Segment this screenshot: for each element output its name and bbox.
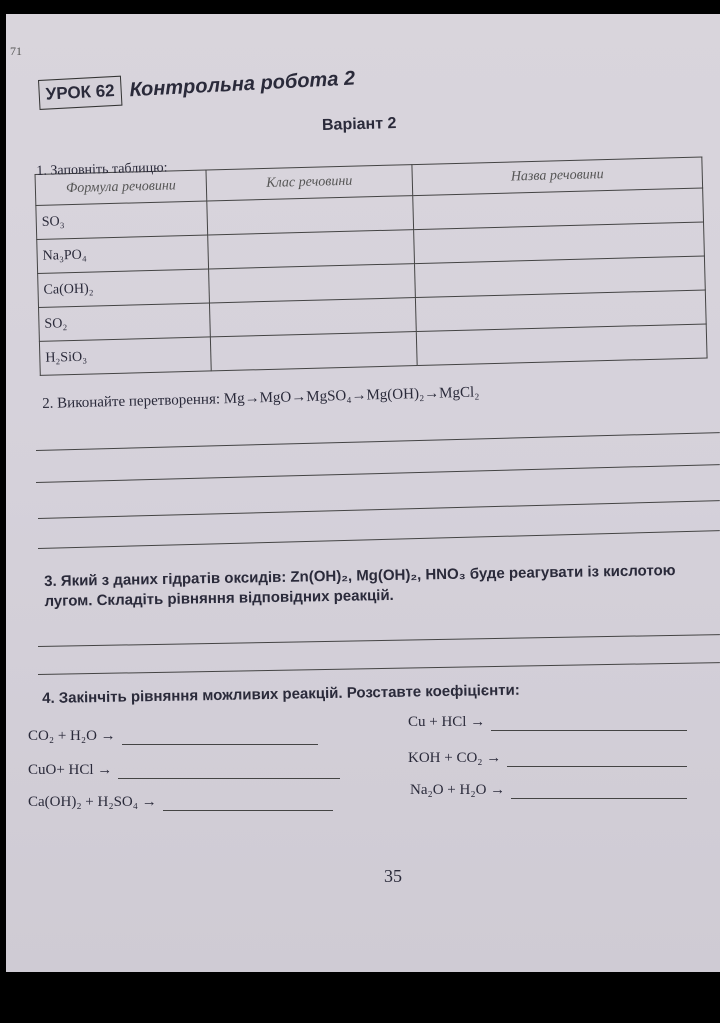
lesson-tag: УРОК 62 [38, 76, 122, 110]
equation-blank[interactable] [511, 784, 687, 799]
answer-line[interactable] [38, 634, 720, 647]
task3 [44, 560, 720, 612]
equation-right-2[interactable] [408, 750, 687, 767]
equation-text: CuO+ HCl → [28, 762, 113, 778]
equation-left-3[interactable] [28, 794, 333, 811]
equation-blank[interactable] [122, 730, 318, 745]
equation-left-2[interactable] [28, 762, 340, 779]
equation-blank[interactable] [118, 764, 340, 779]
equation-blank[interactable] [163, 796, 333, 811]
lesson-header [38, 63, 356, 110]
top-bar [0, 0, 720, 14]
equation-text: Cu + HCl → [408, 714, 486, 730]
equation-text: CO₂ + H₂O → [28, 728, 116, 744]
task1-label: 1. Заповніть таблицю: [36, 160, 168, 179]
substance-table [35, 157, 708, 376]
class-cell[interactable] [207, 196, 414, 235]
task2-text: 2. Виконайте перетворення: Mg→MgO→MgSO₄→Mg(OH)₂→MgCl₂ [42, 384, 480, 412]
page-number: 35 [384, 866, 402, 886]
formula-cell: SO₂ [39, 303, 211, 341]
task3-line2: лугом. Складіть рівняння відповідних реакцій. [44, 586, 394, 610]
equation-text: Ca(OH)₂ + H₂SO₄ → [28, 794, 157, 810]
corner-number: 71 [10, 44, 22, 58]
equation-blank[interactable] [507, 752, 687, 767]
answer-line[interactable] [38, 662, 720, 675]
formula-cell: Na₃PO₄ [37, 235, 209, 273]
name-cell[interactable] [416, 324, 707, 366]
answer-line[interactable] [36, 464, 720, 483]
header-class: Клас речовини [206, 165, 413, 201]
equation-text: KOH + CO₂ → [408, 750, 502, 766]
task3-line1: 3. Який з даних гідратів оксидів: Zn(OH)₂, Mg(OH)₂, HNO₃ буде реагувати із кислотою [44, 561, 676, 590]
task1 [34, 136, 706, 366]
task4-title: 4. Закінчіть рівняння можливих реакцій. Розставте коефіцієнти: [42, 681, 520, 707]
equation-left-1[interactable] [28, 728, 318, 745]
answer-line[interactable] [36, 432, 720, 451]
equation-text: Na₂O + H₂O → [410, 782, 506, 798]
equation-right-3[interactable] [410, 782, 687, 799]
lesson-title: Контрольна робота 2 [128, 66, 356, 101]
answer-line[interactable] [38, 500, 720, 519]
worksheet-page [6, 14, 720, 972]
formula-cell: SO₃ [36, 201, 208, 239]
header-name: Назва речовини [412, 157, 703, 196]
class-cell[interactable] [210, 332, 417, 371]
bottom-bar [0, 972, 720, 1023]
class-cell[interactable] [209, 298, 416, 337]
equation-blank[interactable] [491, 716, 687, 731]
answer-line[interactable] [38, 530, 720, 549]
header-formula: Формула речовини [35, 170, 207, 205]
formula-cell: H₂SiO₃ [39, 337, 211, 375]
formula-cell: Ca(OH)₂ [38, 269, 210, 307]
equation-right-1[interactable] [408, 714, 687, 731]
variant-title: Варіант 2 [321, 115, 397, 134]
class-cell[interactable] [208, 230, 415, 269]
class-cell[interactable] [209, 264, 416, 303]
